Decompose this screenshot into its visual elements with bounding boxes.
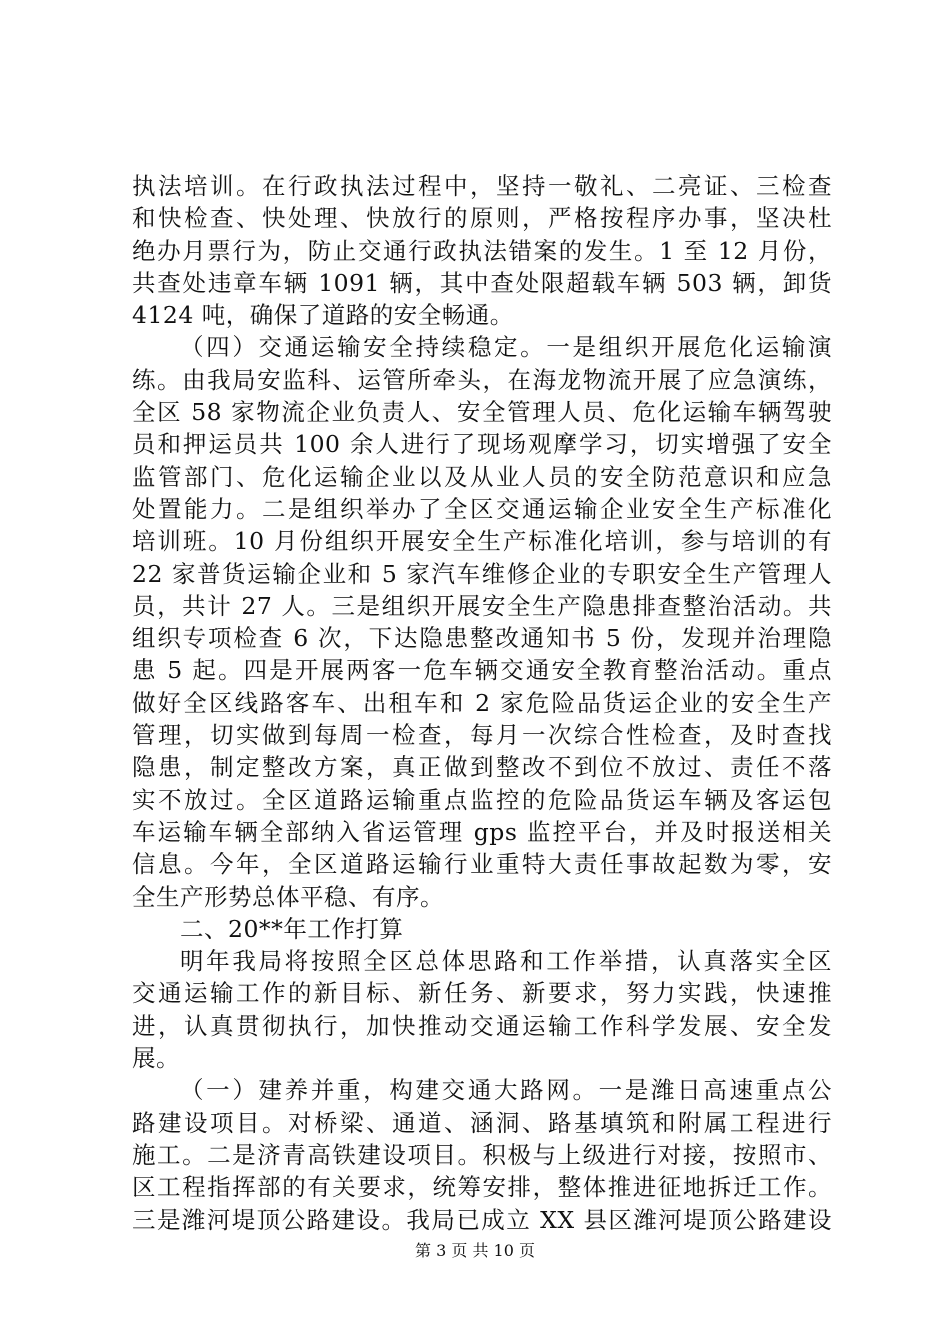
document-body (132, 170, 832, 1236)
text-line: 监管部门、危化运输企业以及从业人员的安全防范意识和应急 (132, 462, 832, 491)
text-line: 组织专项检查 6 次，下达隐患整改通知书 5 份，发现并治理隐 (132, 624, 832, 653)
text-line: 车运输车辆全部纳入省运管理 gps 监控平台，并及时报送相关 (132, 817, 832, 846)
text-line: 执法培训。在行政执法过程中，坚持一敬礼、二亮证、三检查 (132, 172, 832, 200)
text-line: 明年我局将按照全区总体思路和工作举措，认真落实全区 (180, 947, 832, 976)
text-line: 隐患，制定整改方案，真正做到整改不到位不放过、责任不落 (132, 753, 832, 782)
text-line: 22 家普货运输企业和 5 家汽车维修企业的专职安全生产管理人 (132, 559, 832, 588)
text-line: 三是潍河堤顶公路建设。我局已成立 XX 县区潍河堤顶公路建设 (132, 1205, 832, 1234)
text-line: 绝办月票行为，防止交通行政执法错案的发生。1 至 12 月份， (132, 236, 832, 265)
text-line: 员和押运员共 100 余人进行了现场观摩学习，切实增强了安全 (132, 430, 832, 459)
text-line: 展。 (132, 1044, 180, 1073)
text-line: 处置能力。二是组织举办了全区交通运输企业安全生产标准化 (132, 494, 832, 523)
text-line: 和快检查、快处理、快放行的原则，严格按程序办事，坚决杜 (132, 204, 832, 233)
text-line: 管理，切实做到每周一检查，每月一次综合性检查，及时查找 (132, 721, 832, 750)
text-line: 信息。今年，全区道路运输行业重特大责任事故起数为零，安 (132, 850, 832, 879)
text-line: 路建设项目。对桥梁、通道、涵洞、路基填筑和附属工程进行 (132, 1108, 832, 1137)
text-line: 交通运输工作的新目标、新任务、新要求，努力实践，快速推 (132, 979, 832, 1008)
text-line: 实不放过。全区道路运输重点监控的危险品货运车辆及客运包 (132, 785, 832, 814)
text-line: 培训班。10 月份组织开展安全生产标准化培训，参与培训的有 (132, 527, 832, 556)
text-line: 共查处违章车辆 1091 辆，其中查处限超载车辆 503 辆，卸货 (132, 268, 832, 297)
text-line: 全区 58 家物流企业负责人、安全管理人员、危化运输车辆驾驶 (132, 398, 832, 427)
text-line: 做好全区线路客车、出租车和 2 家危险品货运企业的安全生产 (132, 688, 832, 717)
text-line: （一）建养并重，构建交通大路网。一是潍日高速重点公 (180, 1076, 832, 1105)
text-line: 区工程指挥部的有关要求，统筹安排，整体推进征地拆迁工作。 (132, 1173, 832, 1202)
text-line: 施工。二是济青高铁建设项目。积极与上级进行对接，按照市、 (132, 1140, 832, 1169)
text-line: （四）交通运输安全持续稳定。一是组织开展危化运输演 (180, 333, 832, 362)
text-line: 练。由我局安监科、运管所牵头，在海龙物流开展了应急演练， (132, 365, 832, 394)
text-line: 二、20**年工作打算 (180, 914, 404, 943)
text-line: 患 5 起。四是开展两客一危车辆交通安全教育整治活动。重点 (132, 656, 832, 685)
text-line: 全生产形势总体平稳、有序。 (132, 882, 444, 911)
page-footer: 第 3 页 共 10 页 (415, 1241, 535, 1260)
text-line: 进，认真贯彻执行，加快推动交通运输工作科学发展、安全发 (132, 1011, 832, 1040)
text-line: 4124 吨，确保了道路的安全畅通。 (132, 301, 514, 330)
text-line: 员，共计 27 人。三是组织开展安全生产隐患排查整治活动。共 (132, 591, 832, 620)
